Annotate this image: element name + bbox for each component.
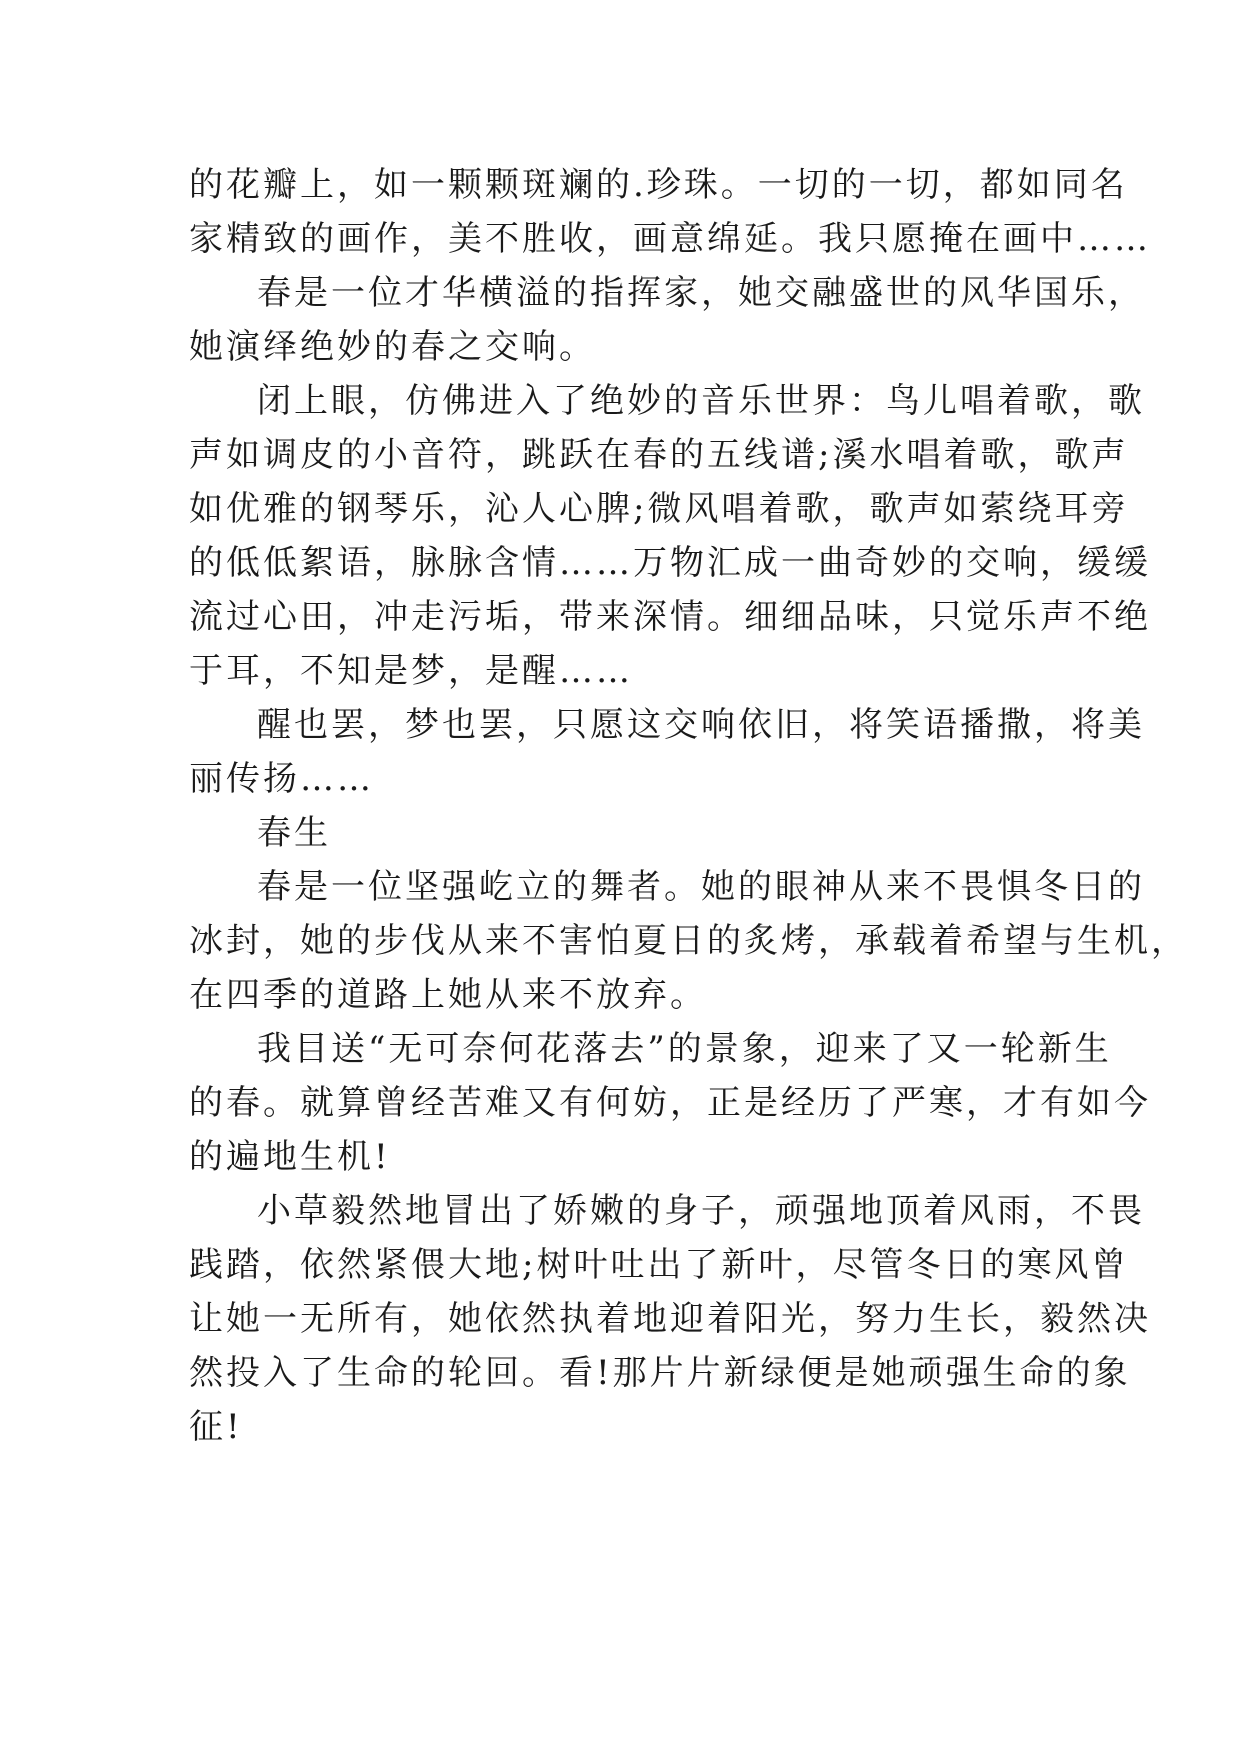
text-line: 她演绎绝妙的春之交响。 [189, 327, 596, 367]
text-line: 醒也罢，梦也罢，只愿这交响依旧，将笑语播撒，将美 [257, 705, 1145, 745]
text-line: 践踏，依然紧偎大地;树叶吐出了新叶，尽管冬日的寒风曾 [189, 1245, 1129, 1285]
text-line: 家精致的画作，美不胜收，画意绵延。我只愿掩在画中…… [189, 219, 1151, 259]
text-line: 征! [189, 1407, 243, 1447]
text-line: 声如调皮的小音符，跳跃在春的五线谱;溪水唱着歌，歌声 [189, 435, 1129, 475]
text-line: 冰封，她的步伐从来不害怕夏日的炙烤，承载着希望与生机， [189, 921, 1188, 961]
text-line: 如优雅的钢琴乐，沁人心脾;微风唱着歌，歌声如萦绕耳旁 [189, 489, 1129, 529]
text-line: 然投入了生命的轮回。看!那片片新绿便是她顽强生命的象 [189, 1353, 1131, 1393]
text-line: 丽传扬…… [189, 759, 374, 799]
text-line: 的春。就算曾经苦难又有何妨，正是经历了严寒，才有如今 [189, 1083, 1151, 1123]
text-line: 流过心田，冲走污垢，带来深情。细细品味，只觉乐声不绝 [189, 597, 1151, 637]
text-line: 闭上眼，仿佛进入了绝妙的音乐世界：鸟儿唱着歌，歌 [257, 381, 1145, 421]
text-line: 小草毅然地冒出了娇嫩的身子，顽强地顶着风雨，不畏 [257, 1191, 1145, 1231]
text-line: 的花瓣上，如一颗颗斑斓的.珍珠。一切的一切，都如同名 [189, 165, 1128, 205]
text-line: 让她一无所有，她依然执着地迎着阳光，努力生长，毅然决 [189, 1299, 1151, 1339]
text-line: 的遍地生机! [189, 1137, 391, 1177]
text-line: 的低低絮语，脉脉含情……万物汇成一曲奇妙的交响，缓缓 [189, 543, 1151, 583]
section-heading: 春生 [257, 813, 331, 853]
text-line: 春是一位坚强屹立的舞者。她的眼神从来不畏惧冬日的 [257, 867, 1145, 907]
text-line: 春是一位才华横溢的指挥家，她交融盛世的风华国乐， [257, 273, 1145, 313]
text-line: 我目送“无可奈何花落去”的景象，迎来了又一轮新生 [257, 1029, 1112, 1069]
text-line: 在四季的道路上她从来不放弃。 [189, 975, 707, 1015]
text-line: 于耳，不知是梦，是醒…… [189, 651, 633, 691]
